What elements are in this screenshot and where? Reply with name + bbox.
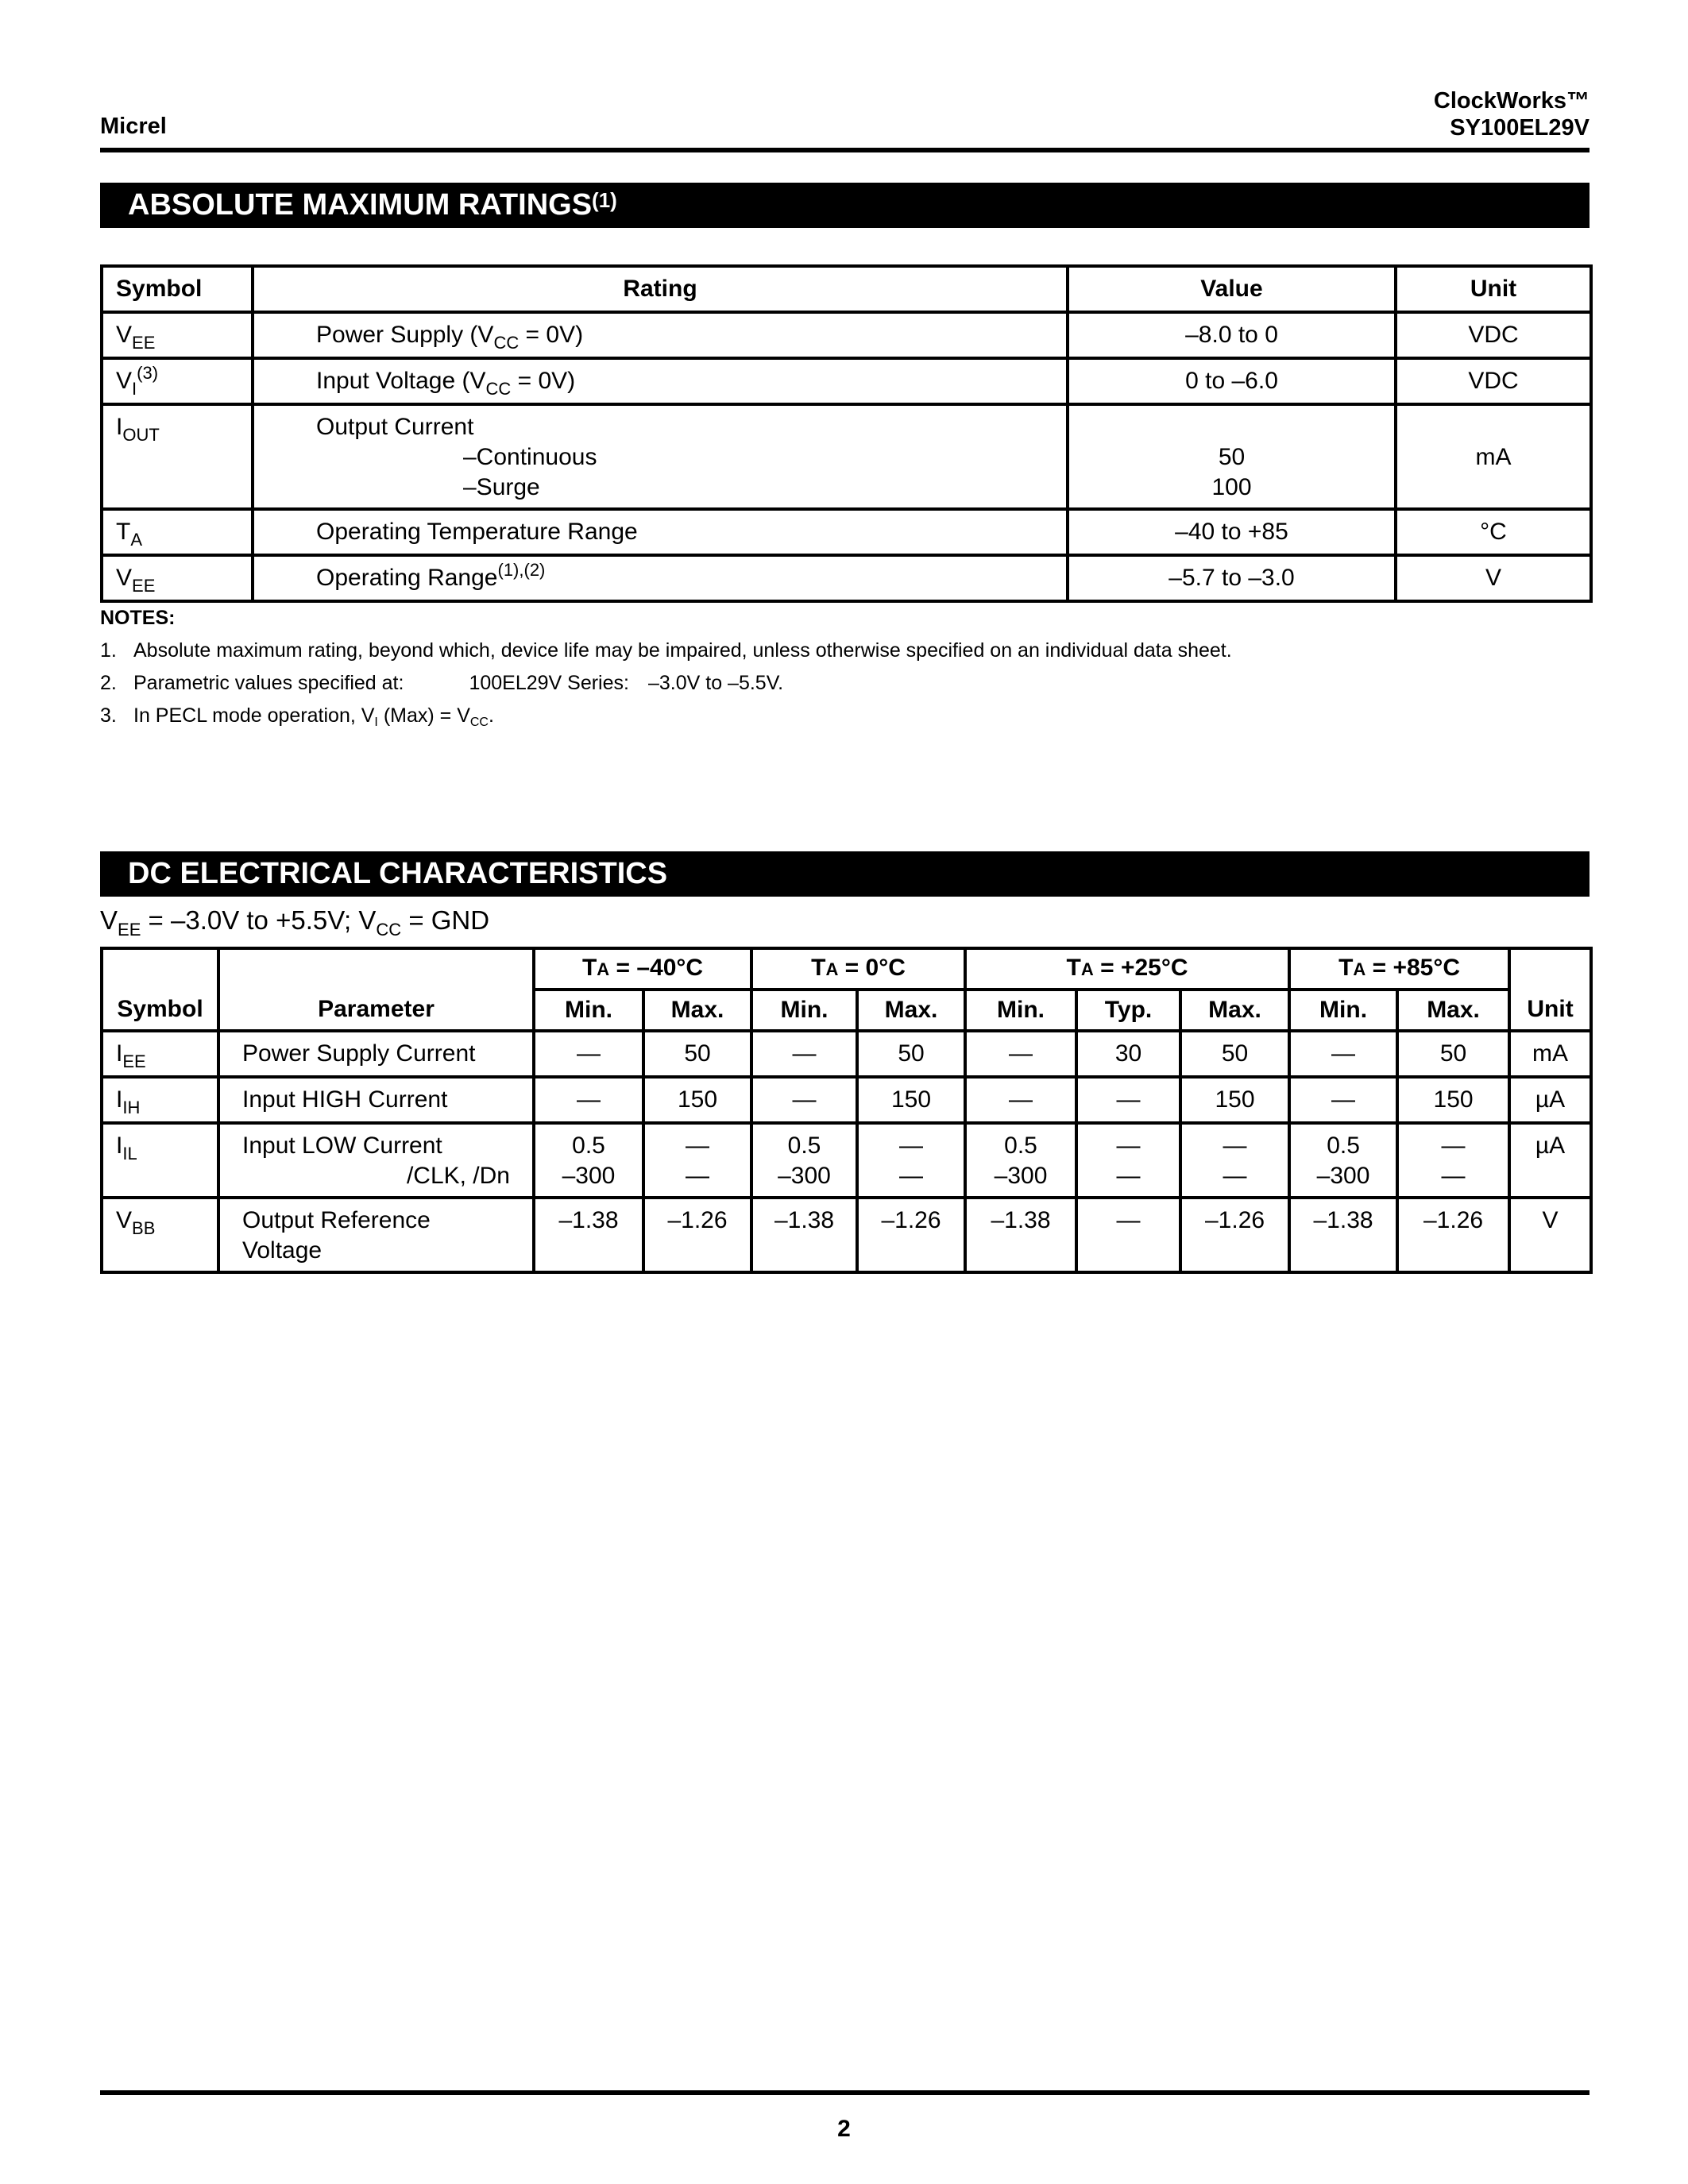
value-cell: — [1076,1198,1180,1272]
dc-col-min: Min. [1289,990,1397,1031]
abs-col-value: Value [1068,266,1396,312]
dc-col-min: Min. [751,990,857,1031]
symbol-cell: $V_{EE}$ [102,312,253,358]
rating-cell: Operating Temperature Range [253,509,1068,555]
table-row [102,404,1591,509]
value-cell: — [1289,1077,1397,1123]
footer-rule [100,2090,1590,2095]
dc-col-max: Max. [857,990,965,1031]
table-row [102,358,1591,404]
table-row [102,1031,1591,1077]
value-cell: — [1076,1077,1180,1123]
table-row [102,1077,1591,1123]
dc-col-typ: Typ. [1076,990,1180,1031]
value-cell: –1.38 [965,1198,1076,1272]
parameter-cell: Output Reference Voltage [218,1198,534,1272]
value-cell: — [751,1077,857,1123]
value-cell: — — [643,1123,751,1198]
abs-max-title: ABSOLUTE MAXIMUM RATINGS [128,188,593,222]
dc-col-unit: Unit [1509,948,1591,1031]
unit-cell: VDC [1396,358,1591,404]
symbol-cell: $T_A$ [102,509,253,555]
value-cell: 0.5 –300 [751,1123,857,1198]
dc-col-max: Max. [1397,990,1509,1031]
value-cell: –1.26 [857,1198,965,1272]
symbol-cell: $V_{BB}$ [102,1198,218,1272]
header-right [1434,87,1590,141]
value-cell: –1.38 [751,1198,857,1272]
unit-cell: °C [1396,509,1591,555]
value-cell: –1.38 [534,1198,643,1272]
table-row [102,312,1591,358]
parameter-cell: Input LOW Current /CLK, /Dn [218,1123,534,1198]
dc-temp-header: TA = –40°C [534,948,751,990]
value-cell: — [965,1077,1076,1123]
value-cell: 150 [1180,1077,1289,1123]
symbol-cell: $I_{OUT}$ [102,404,253,509]
value-cell: –1.26 [643,1198,751,1272]
unit-cell: mA [1509,1031,1591,1077]
value-cell: –1.26 [1180,1198,1289,1272]
abs-max-table [100,264,1593,603]
value-cell: –5.7 to –3.0 [1068,555,1396,601]
unit-cell: V [1396,555,1591,601]
value-cell: — [751,1031,857,1077]
symbol-cell: $I_{IH}$ [102,1077,218,1123]
value-cell: — [534,1077,643,1123]
dc-temp-header: TA = 0°C [751,948,965,990]
unit-cell: µA [1509,1123,1591,1198]
abs-max-title-bar [100,183,1590,228]
value-cell: 50 100 [1068,404,1396,509]
abs-col-symbol: Symbol [102,266,253,312]
table-row [102,1123,1591,1198]
value-cell: –1.26 [1397,1198,1509,1272]
unit-cell: µA [1509,1077,1591,1123]
dc-temp-header: TA = +85°C [1289,948,1509,990]
abs-max-header-row [102,266,1591,312]
header-rule [100,148,1590,152]
page-number: 2 [837,2116,851,2142]
dc-col-parameter: Parameter [218,948,534,1031]
rating-cell: Output Current –Continuous –Surge [253,404,1068,509]
dc-conditions: $V_{EE} = -3.0V$ to +5.5V; $V_{CC}$ = GND [100,905,490,940]
value-cell: 50 [1180,1031,1289,1077]
product-line: ClockWorks™ [1433,88,1590,114]
unit-cell: mA [1396,404,1591,509]
symbol-cell: $I_{IL}$ [102,1123,218,1198]
value-cell: 30 [1076,1031,1180,1077]
rating-cell: Power Supply $(V_{CC} = 0V)$ [253,312,1068,358]
value-cell: –8.0 to 0 [1068,312,1396,358]
unit-cell: V [1509,1198,1591,1272]
rating-cell: Input Voltage $(V_{CC} = 0V)$ [253,358,1068,404]
dc-col-min: Min. [534,990,643,1031]
value-cell: — — [857,1123,965,1198]
rating-cell: Operating Range$^{(1),(2)}$ [253,555,1068,601]
value-cell: — — [1180,1123,1289,1198]
symbol-cell: $I_{EE}$ [102,1031,218,1077]
value-cell: 150 [643,1077,751,1123]
value-cell: 0.5 –300 [965,1123,1076,1198]
dc-title-bar [100,851,1590,897]
company-name: Micrel [100,114,167,139]
value-cell: — — [1076,1123,1180,1198]
table-row [102,555,1591,601]
dc-header-row-1 [102,948,1591,990]
notes [100,602,1232,735]
dc-col-max: Max. [1180,990,1289,1031]
value-cell: — [1289,1031,1397,1077]
symbol-cell: $V_{EE}$ [102,555,253,601]
value-cell: 0 to –6.0 [1068,358,1396,404]
dc-title: DC ELECTRICAL CHARACTERISTICS [128,857,668,890]
value-cell: 150 [857,1077,965,1123]
value-cell: 0.5 –300 [534,1123,643,1198]
value-cell: — [534,1031,643,1077]
value-cell: 50 [857,1031,965,1077]
value-cell: –1.38 [1289,1198,1397,1272]
value-cell: 50 [1397,1031,1509,1077]
note-3: 3. In PECL mode operation, $V_I$ $(Max) = V_{CC}$. [100,704,494,729]
dc-col-symbol: Symbol [102,948,218,1031]
abs-max-title-note: (1) [592,188,617,212]
value-cell: 50 [643,1031,751,1077]
table-row [102,509,1591,555]
notes-title: NOTES: [100,607,176,629]
dc-col-min: Min. [965,990,1076,1031]
unit-cell: VDC [1396,312,1591,358]
abs-col-rating: Rating [253,266,1068,312]
value-cell: — — [1397,1123,1509,1198]
value-cell: — [965,1031,1076,1077]
dc-table [100,947,1593,1274]
note-1: 1. Absolute maximum rating, beyond which, device life may be impaired, unless otherwise specified on an individual data sheet. [100,639,1232,662]
symbol-cell: $V_I^{(3)}$ [102,358,253,404]
table-row [102,1198,1591,1272]
note-2: 2. Parametric values specified at: 100EL29V Series: –3.0V to –5.5V. [100,672,784,694]
part-number: SY100EL29V [1450,115,1590,141]
value-cell: –40 to +85 [1068,509,1396,555]
dc-col-max: Max. [643,990,751,1031]
value-cell: 0.5 –300 [1289,1123,1397,1198]
dc-temp-header: TA = +25°C [965,948,1289,990]
abs-col-unit: Unit [1396,266,1591,312]
value-cell: 150 [1397,1077,1509,1123]
parameter-cell: Input HIGH Current [218,1077,534,1123]
parameter-cell: Power Supply Current [218,1031,534,1077]
